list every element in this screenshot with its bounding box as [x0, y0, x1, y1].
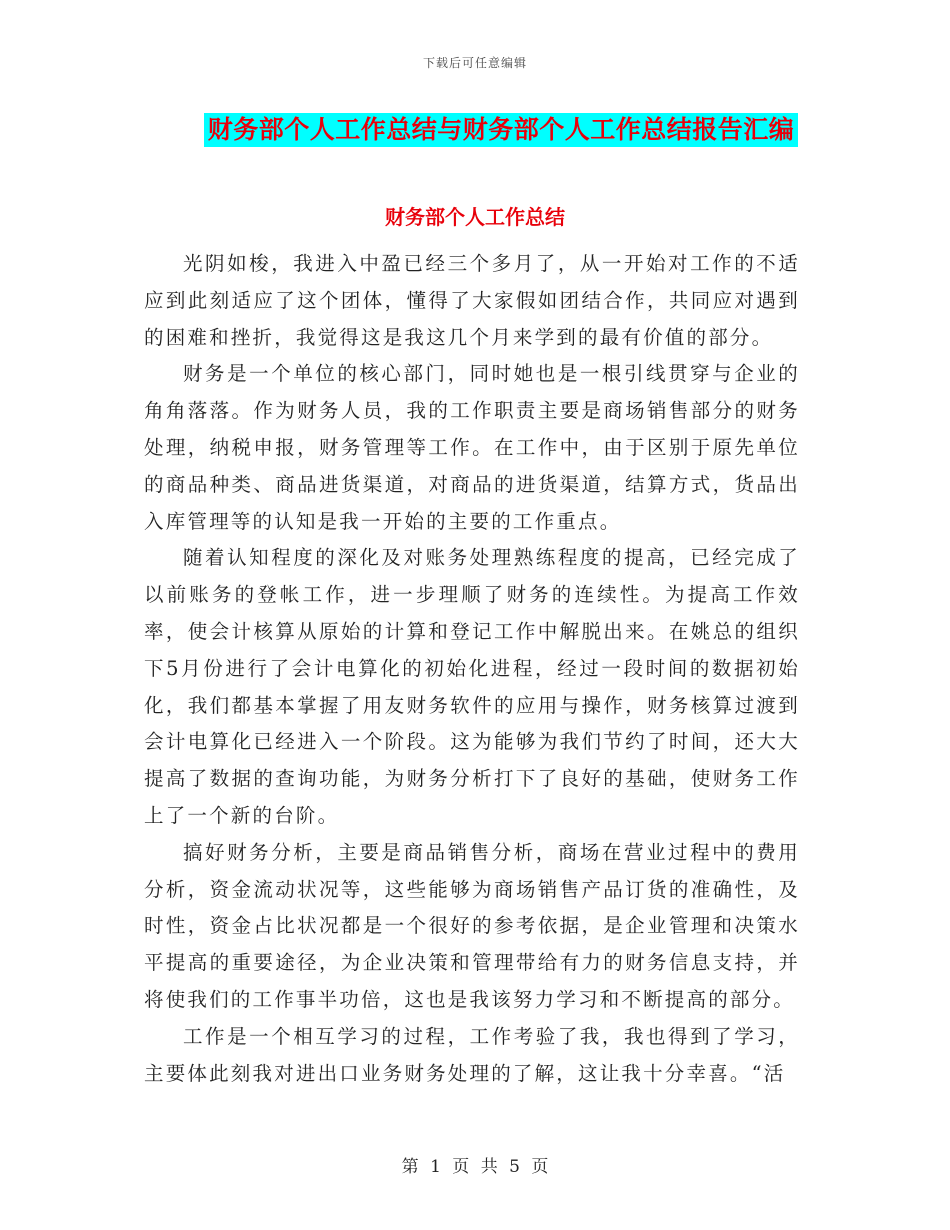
page-number-footer: 第 1 页 共 5 页: [401, 1157, 549, 1177]
section-title: 财务部个人工作总结: [385, 205, 565, 229]
document-title-container: [0, 113, 950, 147]
paragraph-5: 工作是一个相互学习的过程，工作考验了我，我也得到了学习，主要体此刻我对进出口业务财务处理的了解，这让我十分幸喜。“活: [144, 1024, 800, 1085]
header-note: 下载后可任意编辑: [422, 56, 527, 70]
paragraph-1: 光阴如梭，我进入中盈已经三个多月了，从一开始对工作的不适应到此刻适应了这个团体，懂得了大家假如团结合作，共同应对遇到的困难和挫折，我觉得这是我这几个月来学到的最有价值的部分。: [144, 252, 800, 349]
document-title: 财务部个人工作总结与财务部个人工作总结报告汇编: [204, 113, 799, 147]
paragraph-3: 随着认知程度的深化及对账务处理熟练程度的提高，已经完成了以前账务的登帐工作，进一步理顺了财务的连续性。为提高工作效率，使会计核算从原始的计算和登记工作中解脱出来。在姚总的组织下5月份进行了会计电算化的初始化进程，经过一段时间的数据初始化，我们都基本掌握了用友财务软件的应用与操作，财务核算过渡到会计电算化已经进入一个阶段。这为能够为我们节约了时间，还大大提高了数据的查询功能，为财务分析打下了良好的基础，使财务工作上了一个新的台阶。: [144, 546, 800, 827]
paragraph-4: 搞好财务分析，主要是商品销售分析，商场在营业过程中的费用分析，资金流动状况等，这些能够为商场销售产品订货的准确性，及时性，资金占比状况都是一个很好的参考依据，是企业管理和决策水平提高的重要途径，为企业决策和管理带给有力的财务信息支持，并将使我们的工作事半功倍，这也是我该努力学习和不断提高的部分。: [144, 840, 800, 1011]
paragraph-2: 财务是一个单位的核心部门，同时她也是一根引线贯穿与企业的角角落落。作为财务人员，我的工作职责主要是商场销售部分的财务处理，纳税申报，财务管理等工作。在工作中，由于区别于原先单位的商品种类、商品进货渠道，对商品的进货渠道，结算方式，货品出入库管理等的认知是我一开始的主要的工作重点。: [144, 362, 800, 533]
document-body: [144, 246, 800, 1092]
